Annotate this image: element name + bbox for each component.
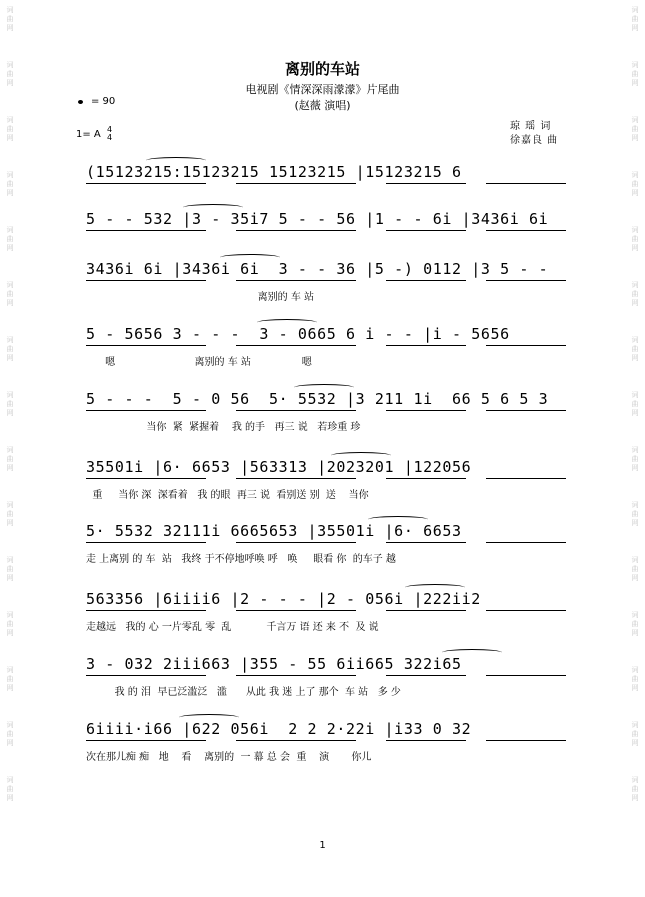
notation-line: 3 - 032 2iii663 |355 - 55 6ii665 322i65 <box>86 655 462 673</box>
beam-line <box>236 478 356 479</box>
lyrics-line: 走 上离别 的 车 站 我终 于不停地呼唤 呼 唤 眼看 你 的车子 越 <box>86 554 396 565</box>
beam-line <box>386 478 466 479</box>
notation-line: 5 - 5656 3 - - - 3 - 0665 6 i - - |i - 5656 <box>86 325 510 343</box>
beam-line <box>236 410 356 411</box>
beam-line <box>86 675 206 676</box>
notation-line: (15123215:15123215 15123215 |15123215 6 <box>86 163 462 181</box>
beam-line <box>386 610 466 611</box>
watermark-left: 词 曲 网 词 曲 网 词 曲 网 词 曲 网 词 曲 网 词 曲 网 词 曲 网 词 曲 网 词 曲 网 词 曲 网 词 曲 网 词 曲 网 词 曲 网 词 曲 网 词 曲 网 <box>6 6 14 802</box>
slur-mark <box>405 584 465 591</box>
beam-line <box>236 675 356 676</box>
beam-line <box>86 542 206 543</box>
notation-line: 3436i 6i |3436i 6i 3 - - 36 |5 -) 0112 |3 5 - - <box>86 260 549 278</box>
beam-line <box>486 230 566 231</box>
beam-line <box>236 610 356 611</box>
beam-line <box>86 410 206 411</box>
time-signature <box>107 126 112 142</box>
beam-line <box>236 345 356 346</box>
singer-credit: (赵薇 演唱) <box>294 99 351 112</box>
lyrics-line: 次在那儿痴 痴 地 看 离别的 一 幕 总 会 重 演 你儿 <box>86 752 372 763</box>
time-bottom: 4 <box>106 133 113 142</box>
notation-line: 6iiii·i66 |622 056i 2 2 2·22i |i33 0 32 <box>86 720 472 738</box>
lyrics-line: 离别的 车 站 <box>86 292 315 303</box>
beam-line <box>386 345 466 346</box>
beam-line <box>486 183 566 184</box>
song-title: 离别的车站 <box>284 60 360 78</box>
beam-line <box>236 542 356 543</box>
beam-line <box>486 675 566 676</box>
slur-mark <box>146 157 206 164</box>
notation-line: 5· 5532 32111i 6665653 |35501i |6· 6653 <box>86 522 462 540</box>
lyrics-line: 走越远 我的 心 一片零乱 零 乱 千言万 语 还 来 不 及 说 <box>86 622 379 633</box>
key-signature <box>76 126 112 142</box>
beam-line <box>86 345 206 346</box>
song-subtitle: 电视剧《情深深雨濛濛》片尾曲 <box>245 83 400 96</box>
beam-line <box>386 280 466 281</box>
beam-line <box>486 345 566 346</box>
notation-line: 5 - - - 5 - 0 56 5· 5532 |3 211 1i 66 5 6 5 3 <box>86 390 549 408</box>
quarter-note-icon <box>78 100 83 104</box>
page-number: 1 <box>319 840 326 851</box>
slur-mark <box>294 384 354 391</box>
beam-line <box>486 280 566 281</box>
lyrics-line: 我 的 泪 早已泛滥泛 滥 从此 我 迷 上了 那个 车 站 多 少 <box>86 687 401 698</box>
lyricist-credit: 琼 瑶 词 <box>510 121 552 132</box>
beam-line <box>236 740 356 741</box>
beam-line <box>486 740 566 741</box>
tempo-value: = 90 <box>91 96 116 107</box>
watermark-right: 词 曲 网 词 曲 网 词 曲 网 词 曲 网 词 曲 网 词 曲 网 词 曲 网 词 曲 网 词 曲 网 词 曲 网 词 曲 网 词 曲 网 词 曲 网 词 曲 网 词 曲 网 <box>631 6 639 802</box>
beam-line <box>386 410 466 411</box>
slur-mark <box>183 204 243 211</box>
time-top: 4 <box>106 125 113 134</box>
composer-credit: 徐嘉良 曲 <box>510 135 559 146</box>
beam-line <box>86 610 206 611</box>
key-label: 1= A <box>76 129 101 140</box>
beam-line <box>86 280 206 281</box>
lyrics-line: 嗯 离别的 车 站 嗯 <box>86 357 312 368</box>
tempo-marking <box>78 96 115 107</box>
slur-mark <box>220 254 280 261</box>
beam-line <box>86 478 206 479</box>
slur-mark <box>179 714 239 721</box>
slur-mark <box>331 452 391 459</box>
beam-line <box>486 410 566 411</box>
slur-mark <box>257 319 317 326</box>
beam-line <box>236 230 356 231</box>
beam-line <box>236 183 356 184</box>
beam-line <box>386 675 466 676</box>
slur-mark <box>442 649 502 656</box>
beam-line <box>386 230 466 231</box>
beam-line <box>236 280 356 281</box>
beam-line <box>86 183 206 184</box>
beam-line <box>386 740 466 741</box>
beam-line <box>86 740 206 741</box>
beam-line <box>486 542 566 543</box>
beam-line <box>386 183 466 184</box>
beam-line <box>486 478 566 479</box>
beam-line <box>386 542 466 543</box>
lyrics-line: 当你 紧 紧握着 我 的手 再三 说 若珍重 珍 <box>86 422 361 433</box>
beam-line <box>86 230 206 231</box>
slur-mark <box>368 516 428 523</box>
lyrics-line: 重 当你 深 深看着 我 的眼 再三 说 看别送 别 送 当你 <box>86 490 369 501</box>
beam-line <box>486 610 566 611</box>
notation-line: 5 - - 532 |3 - 35i7 5 - - 56 |1 - - 6i |3436i 6i <box>86 210 549 228</box>
notation-line: 35501i |6· 6653 |563313 |2023201 |122056 <box>86 458 472 476</box>
notation-line: 563356 |6iiii6 |2 - - - |2 - 056i |222ii2 <box>86 590 481 608</box>
